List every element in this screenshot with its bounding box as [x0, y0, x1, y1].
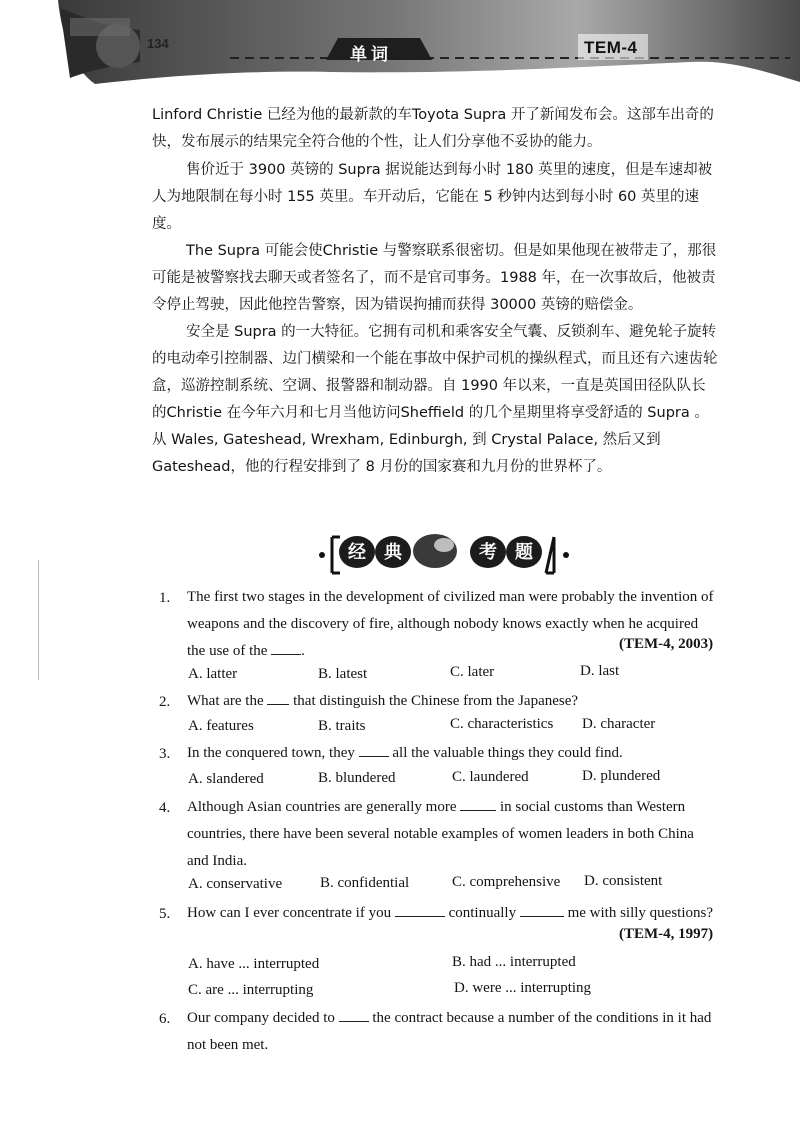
answer-option: A. latter: [188, 666, 238, 682]
answer-option: C. characteristics: [450, 716, 554, 732]
translation-paragraph: Linford Christie 已经为他的最新款的车Toyota Supra 开了新闻发布会。这部车出奇的快，发布展示的结果完全符合他的个性，让人们分享他不妥协的能力。: [152, 107, 714, 150]
translation-paragraph: 售价近于 3900 英镑的 Supra 据说能达到每小时 180 英里的速度，但是车速却被人为地限制在每小时 155 英里。车开动后，它能在 5 秒钟内达到每小时 60 英里的速度。: [152, 162, 713, 232]
header-decoration: [0, 0, 800, 88]
section-title: 单词: [350, 45, 392, 65]
answer-option: A. features: [188, 718, 254, 734]
answer-option: B. traits: [318, 718, 366, 734]
answer-option: D. were ... interrupting: [454, 980, 592, 996]
question-source: (TEM-4, 2003): [619, 636, 714, 652]
question-stem: How can I ever concentrate if you: [187, 905, 392, 921]
question-stem-end: all the valuable things they could find.: [392, 745, 623, 761]
answer-option: A. conservative: [188, 876, 283, 892]
answer-option: C. laundered: [452, 769, 529, 785]
answer-option: C. later: [450, 664, 495, 680]
answer-blank: [520, 904, 564, 917]
classic-questions-banner: [318, 525, 578, 585]
answer-option: A. slandered: [188, 771, 264, 787]
question-stem-mid: continually: [448, 905, 517, 921]
answer-option: B. confidential: [320, 875, 410, 891]
translation-paragraph: The Supra 可能会使Christie 与警察联系很密切。但是如果他现在被带走了，那很可能是被警察找去聊天或者签名了，而不是官司事务。1988 年，在一次事故后，他被责令停止驾驶，因此他控告警察，因为错误拘捕而获得 30000 英镑的赔偿金。: [152, 243, 717, 313]
answer-option: B. blundered: [318, 770, 396, 786]
question-text: [187, 740, 719, 767]
answer-option: D. consistent: [584, 873, 663, 889]
translation-paragraph: 安全是 Supra 的一大特征。它拥有司机和乘客安全气囊、反锁刹车、避免轮子旋转的电动牵引控制器、边门横梁和一个能在事故中保护司机的操纵程式，而且还有六速齿轮盒，巡游控制系统、空调、报警器和制动器。自 1990 年以来，一直是英国田径队队长的Christie 在今年六月和七月当他访问Sheffield 的几个星期里将享受舒适的 Supra 。从 Wales, Gateshead, Wrexham, Edinburgh, 到 Crystal Palace, 然后又到 Gateshead，他的行程安排到了 8 月份的国家赛和九月份的世界杯了。: [152, 324, 718, 475]
question-number: 5.: [159, 906, 171, 922]
answer-blank: [271, 642, 301, 655]
answer-option: C. comprehensive: [452, 874, 561, 890]
answer-option: D. last: [580, 663, 620, 679]
question-stem: In the conquered town, they: [187, 745, 355, 761]
exam-tag: TEM-4: [584, 38, 638, 57]
question-text: [187, 794, 719, 875]
question-stem: Our company decided to: [187, 1010, 335, 1026]
answer-option: B. had ... interrupted: [452, 954, 576, 970]
question-number: 6.: [159, 1011, 171, 1027]
page-header: [0, 0, 800, 88]
question-text: [187, 900, 719, 927]
question-stem-end: me with silly questions?: [567, 905, 713, 921]
answer-blank: [267, 692, 289, 705]
question-source: (TEM-4, 1997): [619, 926, 714, 942]
banner-char: 考: [479, 542, 497, 563]
answer-option: A. have ... interrupted: [188, 956, 320, 972]
page-number: 134: [147, 36, 169, 51]
answer-option: B. latest: [318, 666, 368, 682]
answer-option: C. are ... interrupting: [188, 982, 314, 998]
question-stem: What are the: [187, 693, 264, 709]
question-stem: Although Asian countries are generally more: [187, 799, 457, 815]
banner-char: 典: [384, 542, 402, 563]
answer-blank: [460, 798, 496, 811]
answer-option: D. character: [582, 716, 656, 732]
question-text: [187, 688, 719, 715]
answer-blank: [359, 744, 389, 757]
question-stem-end: that distinguish the Chinese from the Japanese?: [293, 693, 579, 709]
question-number: 3.: [159, 746, 171, 762]
question-number: 2.: [159, 694, 171, 710]
answer-option: D. plundered: [582, 768, 661, 784]
question-stem-end: in social customs than Western countries, there have been several notable examples of women leaders in both China and India.: [187, 799, 694, 869]
banner-char: 题: [515, 542, 533, 563]
banner-char: 经: [348, 542, 366, 563]
answer-blank: [395, 904, 445, 917]
question-stem-end: .: [301, 643, 305, 659]
scan-margin-line: [38, 560, 39, 680]
question-text: [187, 1005, 719, 1059]
question-stem-end: the contract because a number of the conditions in it had not been met.: [187, 1010, 712, 1053]
question-number: 4.: [159, 800, 171, 816]
question-number: 1.: [159, 590, 171, 606]
question-stem: The first two stages in the development of civilized man were probably the invention of weapons and the discovery of fire, although nobody knows exactly when he acquired the use of the: [187, 589, 714, 659]
answer-blank: [339, 1009, 369, 1022]
